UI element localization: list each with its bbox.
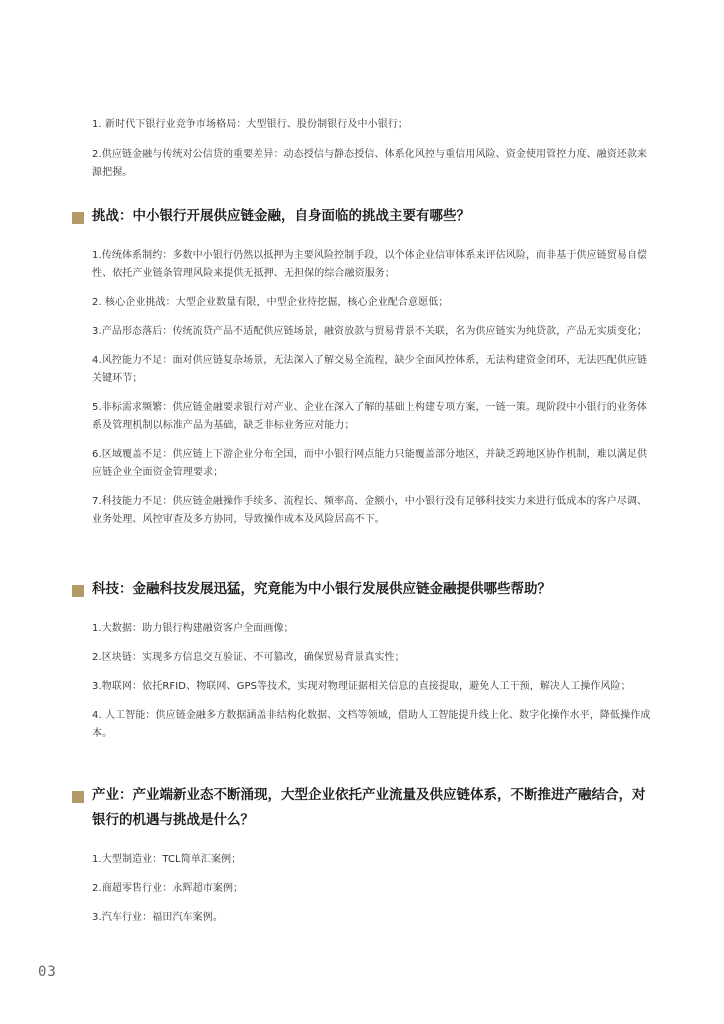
technology-list (72, 620, 652, 743)
square-bullet-icon (72, 212, 84, 224)
intro-block (92, 116, 652, 194)
section-industry (72, 787, 652, 938)
list-item: 4.风控能力不足：面对供应链复杂场景，无法深入了解交易全流程，缺少全面风控体系，无法构建资金闭环，无法匹配供应链关键环节； (92, 355, 648, 384)
list-item: 3.汽车行业：福田汽车案例。 (92, 912, 223, 923)
section-heading-text: 科技：金融科技发展迅猛，究竟能为中小银行发展供应链金融提供哪些帮助？ (92, 581, 551, 597)
intro-list (92, 116, 652, 182)
section-heading-text: 产业：产业端新业态不断涌现，大型企业依托产业流量及供应链体系，不断推进产融结合，对银行的机遇与挑战是什么？ (92, 787, 646, 828)
list-item: 3.物联网：依托RFID、物联网、GPS等技术，实现对物理证据相关信息的直接提取，避免人工干预，解决人工操作风险； (92, 681, 631, 692)
list-item: 3.产品形态落后：传统流贷产品不适配供应链场景，融资放款与贸易背景不关联，名为供应链实为纯贷款，产品无实质变化； (92, 326, 648, 337)
section-technology (72, 581, 652, 754)
list-item: 2.商超零售行业：永辉超市案例； (92, 883, 244, 894)
list-item: 1.大数据：助力银行构建融资客户全面画像； (92, 623, 294, 634)
list-item: 7.科技能力不足：供应链金融操作手续多、流程长、频率高、金额小，中小银行没有足够科技实力来进行低成本的客户尽调、业务处理、风控审查及多方协同，导致操作成本及风险居高不下。 (92, 496, 648, 525)
section-heading-text: 挑战：中小银行开展供应链金融，自身面临的挑战主要有哪些？ (92, 208, 470, 224)
list-item: 6.区域覆盖不足：供应链上下游企业分布全国，而中小银行网点能力只能覆盖部分地区，并缺乏跨地区协作机制，难以满足供应链企业全面资金管理要求； (92, 449, 648, 478)
square-bullet-icon (72, 791, 84, 803)
section-challenge (72, 208, 652, 540)
intro-item-2: 2.供应链金融与传统对公信贷的重要差异：动态授信与静态授信、体系化风控与重信用风险、资金使用管控力度、融资还款来源把握。 (92, 149, 648, 178)
section-heading (72, 787, 652, 833)
list-item: 2.区块链：实现多方信息交互验证、不可篡改，确保贸易背景真实性； (92, 652, 405, 663)
list-item: 1.大型制造业：TCL简单汇案例； (92, 854, 242, 865)
intro-item-1: 1. 新时代下银行业竞争市场格局：大型银行、股份制银行及中小银行； (92, 119, 409, 130)
list-item: 5.非标需求频繁：供应链金融要求银行对产业、企业在深入了解的基础上构建专项方案，一链一策。现阶段中小银行的业务体系及管理机制以标准产品为基础，缺乏非标业务应对能力； (92, 402, 648, 431)
square-bullet-icon (72, 585, 84, 597)
section-heading (72, 208, 652, 229)
challenge-list (72, 247, 652, 529)
section-heading (72, 581, 652, 602)
list-item: 1.传统体系制约：多数中小银行仍然以抵押为主要风险控制手段，以个体企业信审体系来评估风险，而非基于供应链贸易自偿性、依托产业链条管理风险来提供无抵押、无担保的综合融资服务； (92, 250, 648, 279)
list-item: 2. 核心企业挑战：大型企业数量有限，中型企业待挖掘，核心企业配合意愿低； (92, 297, 449, 308)
page-number: 03 (38, 964, 57, 980)
industry-list (72, 851, 652, 927)
list-item: 4. 人工智能：供应链金融多方数据涵盖非结构化数据、文档等领域，借助人工智能提升线上化、数字化操作水平，降低操作成本。 (92, 710, 651, 739)
